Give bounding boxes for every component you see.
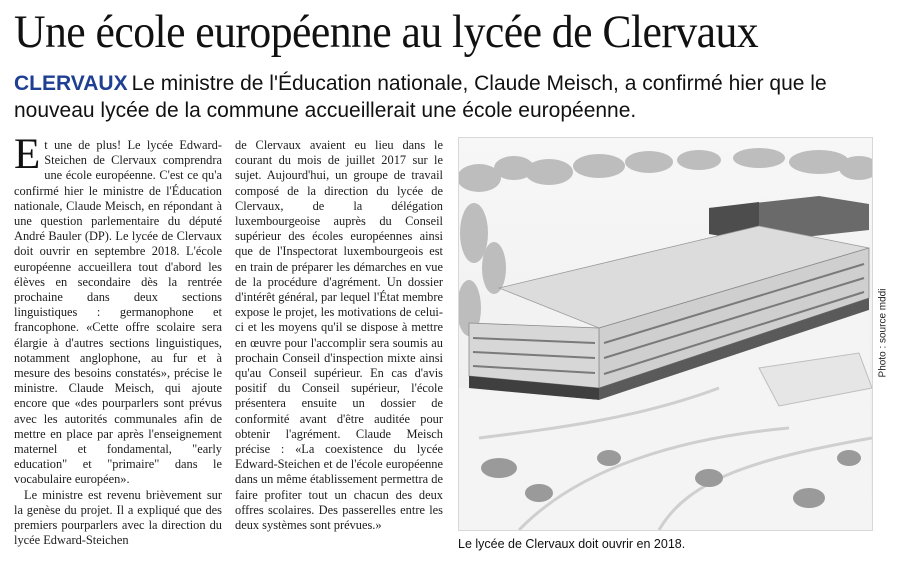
body-paragraph: de Clervaux avaient eu lieu dans le courant du mois de juillet 2017 sur le sujet. Aujourd'hui, un groupe de travail composé de la direction du lycée de Clervaux, de la délégation luxembourgeoise auprès du Conseil supérieur des écoles européennes ainsi que de l'Inspectorat luxembourgeois est en train de préparer les démarches en vue de la procédure d'agrément. Un dossier d'intérêt général, par lequel l'État membre expose le projet, les motivations de celui-ci et les moyens qu'il se dispose à mettre en œuvre pour l'accomplir sera soumis au prochain Conseil d'inspection mixte ainsi qu'au Conseil supérieur. En cas d'avis positif du Conseil supérieur, l'école présentera ensuite un dossier de conformité avant d'être auditée pour obtenir l'agrément. Claude Meisch précise : «La coexistence du lycée Edward-Steichen et de l'école européenne dans un même établissement permettra de faire profiter tout un chacun des deux offres scolaires. Des passerelles entre les deux systèmes sont prévues.» [235,138,443,533]
dateline: CLERVAUX [14,72,128,95]
body-paragraph: Le ministre est revenu brièvement sur la genèse du projet. Il a expliqué que des premiers pourparlers avec la direction du lycée Edward-Steichen [14,487,222,548]
drop-cap: E [14,131,41,178]
article-column-2 [235,138,443,533]
building-illustration [459,138,872,530]
article-column-1 [14,131,222,548]
photo-credit-text: Photo : source mddi [877,288,889,378]
lead-paragraph [14,70,884,124]
school-rendering-photo [458,137,873,531]
body-paragraph: t une de plus! Le lycée Edward-Steichen de Clervaux comprendra une école européenne. C'est ce qu'a confirmé hier le ministre de l'Éducation nationale, Claude Meisch, en répondant à une question parlementaire du député André Bauler (DP). Le lycée de Clervaux doit ouvrir en septembre 2018. L'école européenne accueillera tout d'abord les élèves en secondaire dès la rentrée prochaine dans deux sections linguistiques : germanophone et francophone. «Cette offre scolaire sera élargie à d'autres sections linguistiques, notamment anglophone, au fur et à mesure des besoins constatés», précise le ministre. Claude Meisch, qui ajoute encore que «des pourparlers sont prévus avec les autorités communales afin de mettre en place par après l'enseignement maternel et fondamental, "early education" et "primaire" dans le vocabulaire européen». [14,138,222,487]
photo-caption: Le lycée de Clervaux doit ouvrir en 2018. [458,537,686,551]
lead-text: Le ministre de l'Éducation nationale, Claude Meisch, a confirmé hier que le nouveau lycée de la commune accueillerait une école européenne. [14,72,827,122]
photo-credit [873,137,893,529]
headline: Une école européenne au lycée de Clervaux [14,6,759,58]
